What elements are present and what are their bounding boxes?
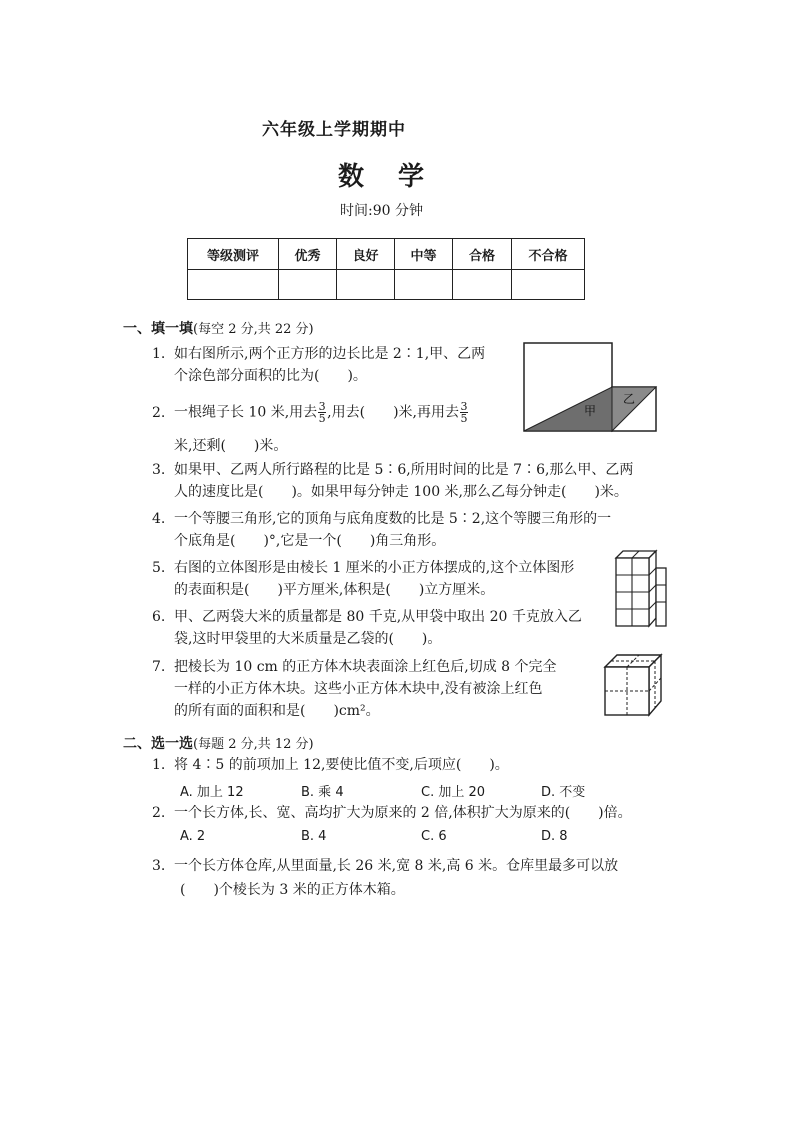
- section1-note: (每空 2 分,共 22 分): [193, 322, 314, 337]
- question-text: 将 4∶5 的前项加上 12,要使比值不变,后项应( )。: [174, 757, 509, 773]
- grading-header: 良好: [337, 239, 395, 270]
- question-text: 如果甲、乙两人所行路程的比是 5∶6,所用时间的比是 7∶6,那么甲、乙两: [174, 462, 634, 478]
- fraction-numerator: 3: [460, 400, 468, 413]
- question-text: 人的速度比是( )。如果甲每分钟走 100 米,那么乙每分钟走( )米。: [174, 484, 628, 500]
- grading-header: 不合格: [512, 239, 585, 270]
- section2-title: 二、选一选: [123, 736, 193, 752]
- grading-header: 优秀: [279, 239, 337, 270]
- subject-title: 数学: [338, 162, 459, 192]
- s2-question-1: [152, 754, 509, 776]
- question-text: 一根绳子长 10 米,用去: [174, 404, 318, 421]
- question-text: 一个长方体仓库,从里面量,长 26 米,宽 8 米,高 6 米。仓库里最多可以放: [174, 858, 619, 874]
- section2-heading: [123, 733, 314, 753]
- grading-table: [187, 238, 585, 300]
- shaded-region-jia: [524, 387, 612, 431]
- option-a[interactable]: A. 2: [180, 829, 206, 844]
- option-d[interactable]: D. 不变: [541, 785, 586, 800]
- section1-title: 一、填一填: [123, 321, 193, 337]
- label-jia: 甲: [584, 404, 597, 418]
- option-c[interactable]: C. 加上 20: [421, 785, 486, 800]
- s1-question-4: [152, 508, 611, 552]
- option-a[interactable]: A. 加上 12: [180, 785, 244, 800]
- grading-header: 合格: [453, 239, 512, 270]
- question-number: 4.: [152, 511, 166, 527]
- s1-question-6: [152, 606, 582, 650]
- fraction: [318, 401, 326, 424]
- grading-header: 中等: [395, 239, 453, 270]
- question-text: 袋,这时甲袋里的大米质量是乙袋的( )。: [174, 631, 442, 647]
- question-text: 右图的立体图形是由棱长 1 厘米的小正方体摆成的,这个立体图形: [174, 560, 575, 576]
- s2-question-2: [152, 802, 632, 824]
- grading-cell: [512, 270, 585, 300]
- label-yi: 乙: [623, 392, 636, 406]
- cube-stack-figure: [612, 548, 668, 630]
- grading-cell: [453, 270, 512, 300]
- question-number: 2.: [152, 404, 166, 421]
- grading-cell: [395, 270, 453, 300]
- question-number: 1.: [152, 757, 166, 773]
- s1-question-3: [152, 459, 633, 503]
- question-number: 6.: [152, 609, 166, 625]
- grading-cell: [188, 270, 279, 300]
- question-number: 7.: [152, 659, 166, 675]
- fraction-denominator: 5: [460, 412, 468, 425]
- s1-question-5: [152, 557, 574, 601]
- cut-cube-figure: [603, 653, 665, 719]
- question-text: 的表面积是( )平方厘米,体积是( )立方厘米。: [174, 582, 495, 598]
- question-number: 1.: [152, 346, 166, 362]
- question-text: 一样的小正方体木块。这些小正方体木块中,没有被涂上红色: [174, 681, 543, 697]
- grading-cell: [337, 270, 395, 300]
- option-b[interactable]: B. 乘 4: [301, 785, 344, 800]
- section1-heading: [123, 318, 314, 338]
- fraction: [460, 401, 468, 424]
- question-text: 的所有面的面积和是( )cm²。: [174, 703, 380, 719]
- question-text: 把棱长为 10 cm 的正方体木块表面涂上红色后,切成 8 个完全: [174, 659, 557, 675]
- question-text: 如右图所示,两个正方形的边长比是 2∶1,甲、乙两: [174, 346, 486, 362]
- grade-title: 六年级上学期期中: [262, 120, 406, 140]
- question-text: ( )个棱长为 3 米的正方体木箱。: [180, 882, 405, 898]
- s1-question-7: [152, 656, 557, 722]
- question-text: 甲、乙两袋大米的质量都是 80 千克,从甲袋中取出 20 千克放入乙: [174, 609, 582, 625]
- cube-column: [656, 568, 666, 626]
- option-d[interactable]: D. 8: [541, 829, 568, 844]
- s1-question-2: [152, 401, 469, 424]
- question-number: 3.: [152, 462, 166, 478]
- s2-question-3: [152, 855, 618, 877]
- question-text: 米,还剩( )米。: [174, 438, 288, 454]
- option-c[interactable]: C. 6: [421, 829, 447, 844]
- fraction-denominator: 5: [318, 412, 326, 425]
- question-number: 3.: [152, 858, 166, 874]
- s1-question-1: [152, 343, 485, 387]
- question-text: 一个长方体,长、宽、高均扩大为原来的 2 倍,体积扩大为原来的( )倍。: [174, 805, 632, 821]
- section2-note: (每题 2 分,共 12 分): [193, 737, 314, 752]
- grading-cell: [279, 270, 337, 300]
- question-number: 5.: [152, 560, 166, 576]
- question-text: 个涂色部分面积的比为( )。: [174, 368, 367, 384]
- exam-time: 时间:90 分钟: [340, 203, 423, 219]
- question-text: 个底角是( )°,它是一个( )角三角形。: [174, 533, 446, 549]
- squares-figure: [524, 343, 664, 433]
- grading-header: 等级测评: [188, 239, 279, 270]
- question-text: 一个等腰三角形,它的顶角与底角度数的比是 5∶2,这个等腰三角形的一: [174, 511, 612, 527]
- option-b[interactable]: B. 4: [301, 829, 327, 844]
- fraction-numerator: 3: [318, 400, 326, 413]
- question-text: ,用去( )米,再用去: [327, 404, 459, 421]
- question-number: 2.: [152, 805, 166, 821]
